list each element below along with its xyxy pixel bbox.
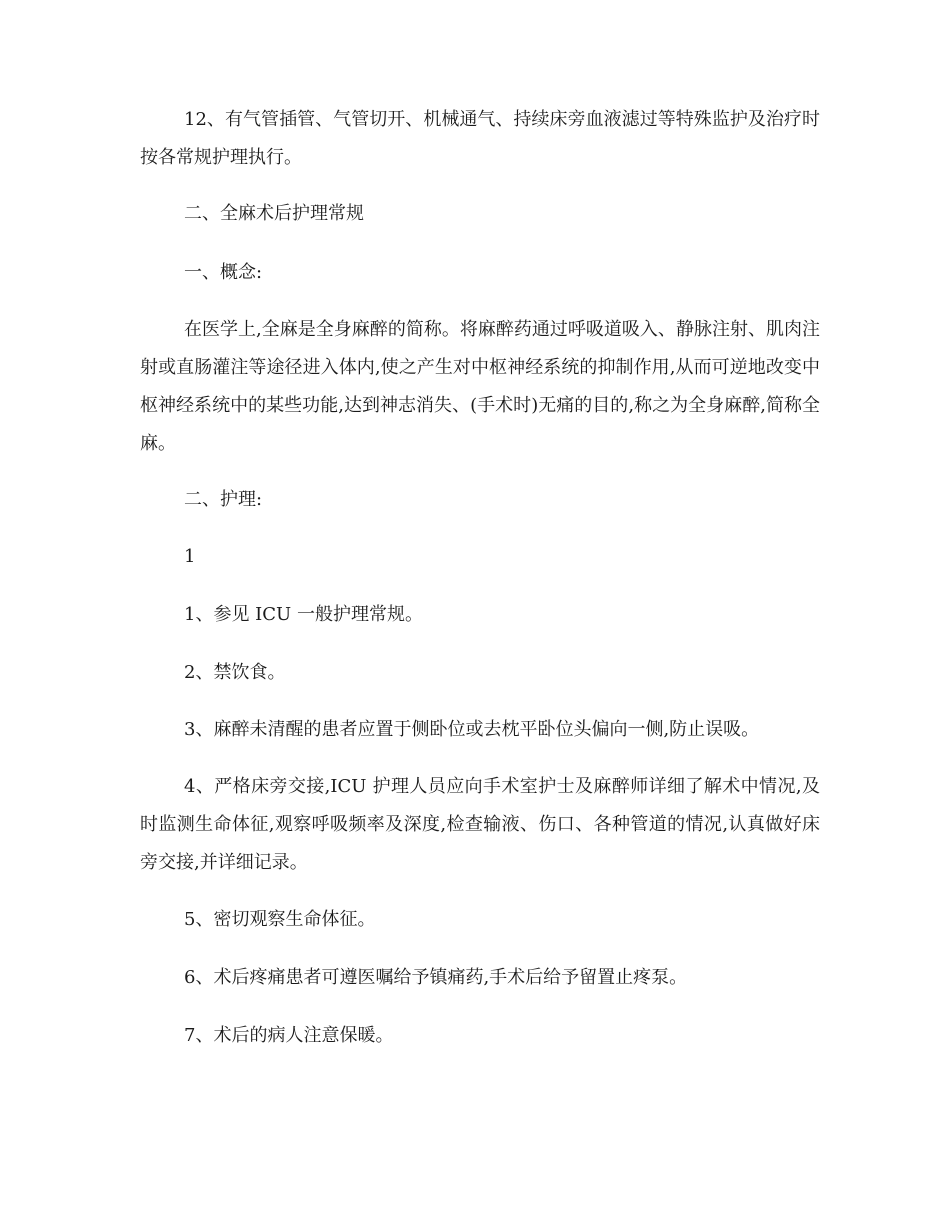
list-item-1: 1、参见 ICU 一般护理常规。 bbox=[184, 604, 423, 625]
subheading-nursing: 二、护理: bbox=[184, 489, 263, 510]
section-heading-general-anesthesia: 二、全麻术后护理常规 bbox=[184, 203, 364, 224]
list-item-4: 4、严格床旁交接,ICU 护理人员应向手术室护士及麻醉师详细了解术中情况,及时监测生命体征,观察呼吸频率及深度,检查输液、伤口、各种管道的情况,认真做好床旁交接,并详细记录。 bbox=[140, 776, 820, 873]
list-item-3: 3、麻醉未清醒的患者应置于侧卧位或去枕平卧位头偏向一侧,防止误吸。 bbox=[184, 719, 760, 740]
list-item-5: 5、密切观察生命体征。 bbox=[184, 909, 376, 930]
list-item-7: 7、术后的病人注意保暖。 bbox=[184, 1025, 394, 1046]
list-item-2: 2、禁饮食。 bbox=[184, 662, 286, 683]
subheading-concept: 一、概念: bbox=[184, 262, 263, 283]
page-number: 1 bbox=[184, 546, 196, 567]
list-item-6: 6、术后疼痛患者可遵医嘱给予镇痛药,手术后给予留置止疼泵。 bbox=[184, 967, 688, 988]
paragraph-item-12: 12、有气管插管、气管切开、机械通气、持续床旁血液滤过等特殊监护及治疗时按各常规护理执行。 bbox=[140, 109, 820, 168]
paragraph-concept-definition: 在医学上,全麻是全身麻醉的简称。将麻醉药通过呼吸道吸入、静脉注射、肌肉注射或直肠灌注等途径进入体内,使之产生对中枢神经系统的抑制作用,从而可逆地改变中枢神经系统中的某些功能,达到神志消失、(手术时)无痛的目的,称之为全身麻醉,简称全麻。 bbox=[140, 319, 820, 454]
